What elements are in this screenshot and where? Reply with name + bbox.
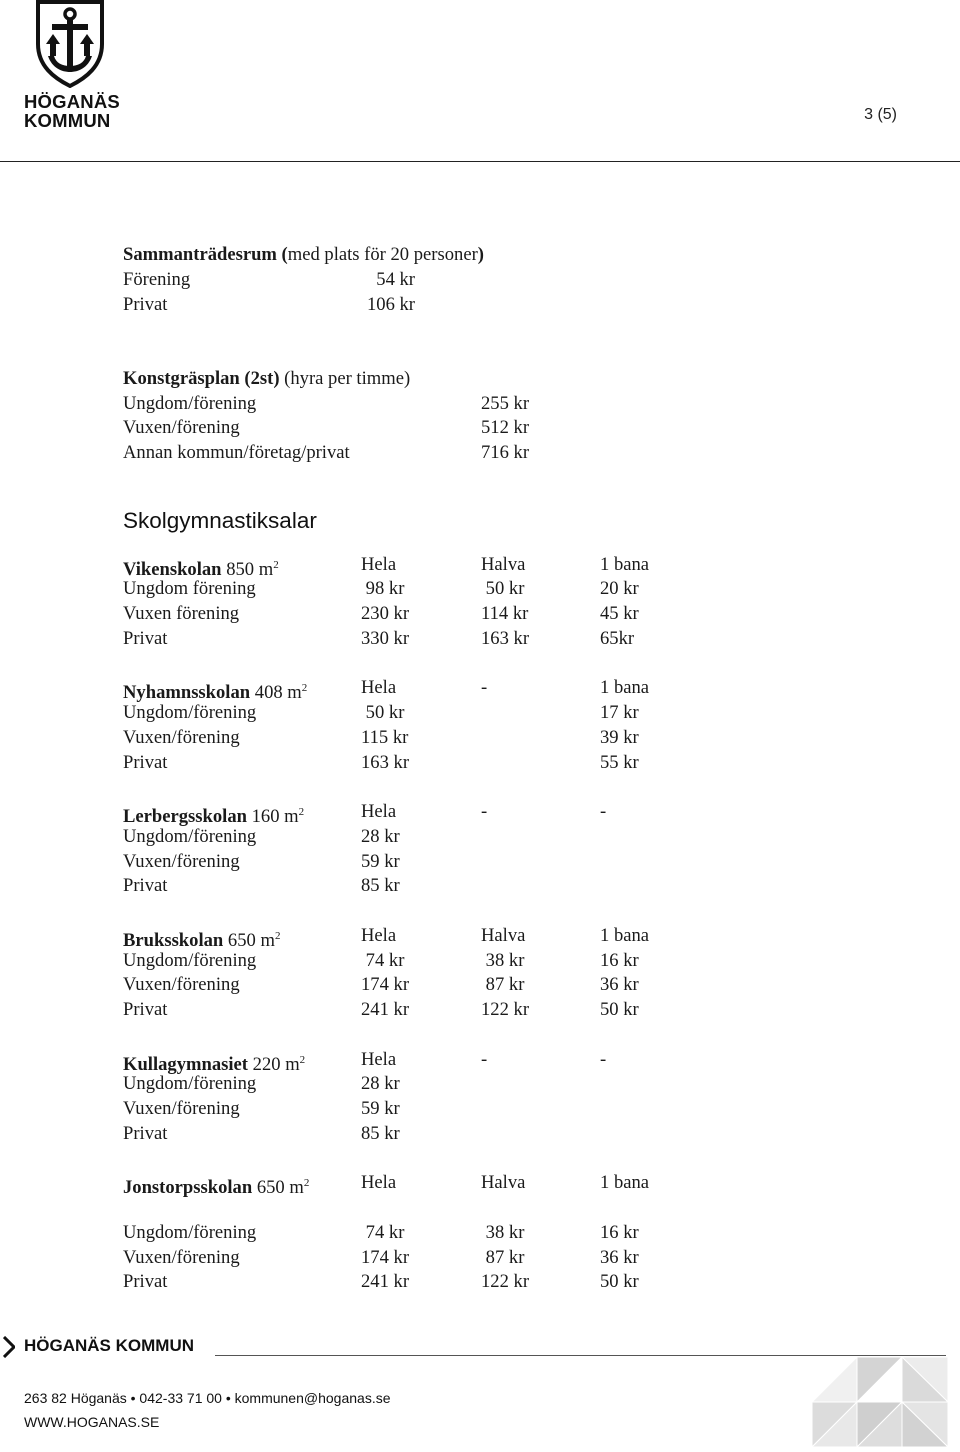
school-name: Jonstorpsskolan bbox=[123, 1177, 253, 1199]
price-row bbox=[123, 1072, 823, 1097]
price-row-value: 122 kr bbox=[481, 1271, 530, 1293]
school-area: 850 m bbox=[226, 558, 274, 580]
turf-title-bold: Konstgräsplan (2st) bbox=[123, 367, 280, 389]
school-area: 650 m bbox=[227, 929, 275, 951]
price-row bbox=[123, 392, 823, 417]
price-row-value: 174 kr bbox=[361, 974, 410, 996]
price-row-value: 716 kr bbox=[481, 442, 530, 463]
price-row-value: 98 kr bbox=[361, 578, 405, 600]
price-row bbox=[123, 293, 823, 318]
price-row bbox=[123, 268, 823, 293]
column-header: - bbox=[481, 1048, 488, 1070]
price-row bbox=[123, 825, 823, 850]
price-row bbox=[123, 701, 823, 726]
price-row-value: 85 kr bbox=[361, 875, 400, 897]
price-row bbox=[123, 1122, 823, 1147]
price-row-label: Vuxen/förening bbox=[123, 1246, 240, 1268]
price-row-value: 16 kr bbox=[600, 949, 639, 971]
price-row-label: Vuxen/förening bbox=[123, 726, 240, 748]
price-row-label: Ungdom/förening bbox=[123, 702, 257, 723]
price-row-value: 16 kr bbox=[600, 1221, 639, 1243]
price-row-value: 106 kr bbox=[366, 293, 415, 315]
logo-text-line-1: HÖGANÄS bbox=[24, 91, 120, 112]
price-row-value: 512 kr bbox=[481, 417, 530, 439]
school-area: 650 m bbox=[256, 1177, 304, 1199]
price-row-label: Privat bbox=[123, 1271, 168, 1293]
footer-website: WWW.HOGANAS.SE bbox=[24, 1414, 160, 1430]
price-row-value: 50 kr bbox=[600, 1271, 639, 1293]
price-row-value: 122 kr bbox=[481, 999, 530, 1020]
school-header bbox=[123, 1171, 823, 1199]
logo-wordmark bbox=[24, 92, 124, 130]
price-row bbox=[123, 627, 823, 652]
price-row-value: 59 kr bbox=[361, 1098, 400, 1119]
gym-list bbox=[123, 553, 823, 1296]
price-row-label: Privat bbox=[123, 1122, 168, 1144]
anchor-shield-icon bbox=[34, 0, 106, 88]
column-header: Hela bbox=[361, 1048, 397, 1070]
price-row bbox=[123, 1270, 823, 1295]
school-area-unit-sup: 2 bbox=[274, 929, 281, 942]
school-area-unit-sup: 2 bbox=[299, 1053, 306, 1066]
document-body bbox=[123, 243, 823, 1295]
school-area-unit-sup: 2 bbox=[301, 682, 308, 695]
price-row-value: 174 kr bbox=[361, 1246, 410, 1268]
price-row-value: 74 kr bbox=[361, 1221, 405, 1243]
price-row-value: 50 kr bbox=[600, 999, 639, 1020]
column-header: 1 bana bbox=[600, 924, 650, 946]
price-row-value: 17 kr bbox=[600, 702, 639, 723]
price-row-value: 45 kr bbox=[600, 603, 639, 624]
footer-title: HÖGANÄS KOMMUN bbox=[24, 1336, 194, 1355]
column-header: 1 bana bbox=[600, 553, 650, 575]
price-row-value: 241 kr bbox=[361, 999, 410, 1020]
price-row bbox=[123, 441, 823, 466]
price-row-label: Vuxen/förening bbox=[123, 1098, 240, 1119]
price-row bbox=[123, 874, 823, 899]
school-name: Kullagymnasiet bbox=[123, 1053, 248, 1075]
footer-divider bbox=[215, 1355, 946, 1356]
school-area-unit-sup: 2 bbox=[273, 558, 279, 571]
arrow-right-icon bbox=[3, 1336, 15, 1358]
column-header: Halva bbox=[481, 1172, 526, 1194]
column-header: Hela bbox=[361, 801, 397, 822]
turf-title bbox=[123, 367, 823, 392]
price-row-label: Vuxen/förening bbox=[123, 417, 240, 439]
price-row bbox=[123, 1097, 823, 1122]
price-row-value: 38 kr bbox=[481, 949, 525, 971]
meeting-room-title-bold: Sammanträdesrum ( bbox=[123, 244, 288, 265]
price-row-value: 28 kr bbox=[361, 1073, 400, 1095]
price-row-label: Vuxen/förening bbox=[123, 974, 240, 996]
price-row-label: Ungdom/förening bbox=[123, 949, 257, 971]
price-row-value: 54 kr bbox=[376, 268, 415, 290]
column-header: Halva bbox=[481, 553, 526, 575]
price-row bbox=[123, 726, 823, 751]
column-header: - bbox=[481, 801, 488, 822]
column-header: 1 bana bbox=[600, 677, 650, 699]
school-area: 160 m bbox=[251, 806, 299, 827]
price-row-label: Ungdom/förening bbox=[123, 1073, 257, 1095]
price-row-label: Ungdom/förening bbox=[123, 825, 257, 847]
price-row-label: Privat bbox=[123, 875, 168, 897]
logo-text-line-2: KOMMUN bbox=[24, 110, 111, 131]
price-row-value: 85 kr bbox=[361, 1122, 400, 1144]
price-row-value: 87 kr bbox=[481, 974, 525, 996]
price-row-value: 230 kr bbox=[361, 603, 410, 624]
school-area-unit-sup: 2 bbox=[298, 806, 305, 818]
school-area: 408 m bbox=[254, 682, 302, 704]
school-name: Nyhamnsskolan bbox=[123, 682, 251, 704]
column-header: - bbox=[600, 801, 607, 822]
price-row-label: Vuxen/förening bbox=[123, 850, 240, 872]
column-header: - bbox=[481, 677, 488, 699]
footer-contact: 263 82 Höganäs • 042-33 71 00 • kommunen@hoganas.se bbox=[24, 1390, 391, 1406]
price-row-value: 330 kr bbox=[361, 627, 410, 649]
school-header bbox=[123, 1048, 823, 1073]
school-area: 220 m bbox=[252, 1053, 300, 1075]
price-row-value: 241 kr bbox=[361, 1271, 410, 1293]
price-row bbox=[123, 850, 823, 875]
price-row-value: 38 kr bbox=[481, 1221, 525, 1243]
price-row bbox=[123, 751, 823, 776]
price-row-label: Privat bbox=[123, 751, 168, 773]
school-header bbox=[123, 553, 823, 578]
school-header bbox=[123, 676, 823, 704]
price-row-label: Ungdom/förening bbox=[123, 392, 257, 414]
price-row-value: 36 kr bbox=[600, 1246, 639, 1268]
decorative-pattern-icon bbox=[812, 1357, 948, 1447]
price-row-label: Privat bbox=[123, 293, 168, 315]
price-row bbox=[123, 1221, 823, 1246]
school-name: Bruksskolan bbox=[123, 929, 224, 951]
school-name: Lerbergsskolan bbox=[123, 806, 247, 827]
price-row-label: Vuxen förening bbox=[123, 603, 240, 624]
price-row bbox=[123, 949, 823, 974]
column-header: Hela bbox=[361, 1172, 397, 1194]
price-row bbox=[123, 577, 823, 602]
price-row bbox=[123, 1246, 823, 1271]
price-row-value: 65kr bbox=[600, 627, 635, 649]
column-header: 1 bana bbox=[600, 1172, 650, 1194]
school-area-unit-sup: 2 bbox=[303, 1177, 310, 1190]
page-number: 3 (5) bbox=[864, 106, 897, 123]
meeting-room-title-end: ) bbox=[477, 244, 484, 265]
turf-title-rest: (hyra per timme) bbox=[279, 367, 411, 389]
school-header bbox=[123, 924, 823, 949]
header-divider bbox=[0, 161, 960, 162]
price-row bbox=[123, 602, 823, 627]
meeting-room-title-rest: med plats för 20 personer bbox=[287, 244, 478, 265]
price-row-value: 163 kr bbox=[361, 751, 410, 773]
meeting-room-title bbox=[123, 243, 823, 268]
price-row-value: 20 kr bbox=[600, 578, 639, 600]
column-header: Halva bbox=[481, 924, 526, 946]
price-row-label: Förening bbox=[123, 268, 191, 290]
price-row-value: 28 kr bbox=[361, 825, 400, 847]
column-header: - bbox=[600, 1048, 607, 1070]
price-row-value: 39 kr bbox=[600, 726, 639, 748]
school-header bbox=[123, 800, 823, 825]
price-row-value: 50 kr bbox=[481, 578, 525, 600]
price-row-value: 115 kr bbox=[361, 726, 409, 748]
price-row-label: Privat bbox=[123, 627, 168, 649]
price-row-value: 163 kr bbox=[481, 627, 530, 649]
price-row bbox=[123, 416, 823, 441]
price-row-label: Ungdom förening bbox=[123, 578, 256, 600]
price-row-label: Privat bbox=[123, 999, 168, 1020]
price-row-value: 87 kr bbox=[481, 1246, 525, 1268]
price-row-label: Annan kommun/företag/privat bbox=[123, 442, 350, 463]
price-row-value: 36 kr bbox=[600, 974, 639, 996]
column-header: Hela bbox=[361, 677, 397, 699]
price-row bbox=[123, 973, 823, 998]
price-row-value: 114 kr bbox=[481, 603, 529, 624]
price-row-value: 59 kr bbox=[361, 850, 400, 872]
school-name: Vikenskolan bbox=[123, 558, 222, 580]
price-row-label: Ungdom/förening bbox=[123, 1221, 257, 1243]
column-header: Hela bbox=[361, 924, 397, 946]
column-header: Hela bbox=[361, 553, 397, 575]
price-row-value: 55 kr bbox=[600, 751, 639, 773]
section-heading: Skolgymnastiksalar bbox=[123, 507, 317, 533]
price-row bbox=[123, 998, 823, 1023]
price-row-value: 50 kr bbox=[361, 702, 405, 723]
price-row-value: 74 kr bbox=[361, 949, 405, 971]
price-row-value: 255 kr bbox=[481, 392, 530, 414]
municipality-logo bbox=[34, 0, 124, 88]
